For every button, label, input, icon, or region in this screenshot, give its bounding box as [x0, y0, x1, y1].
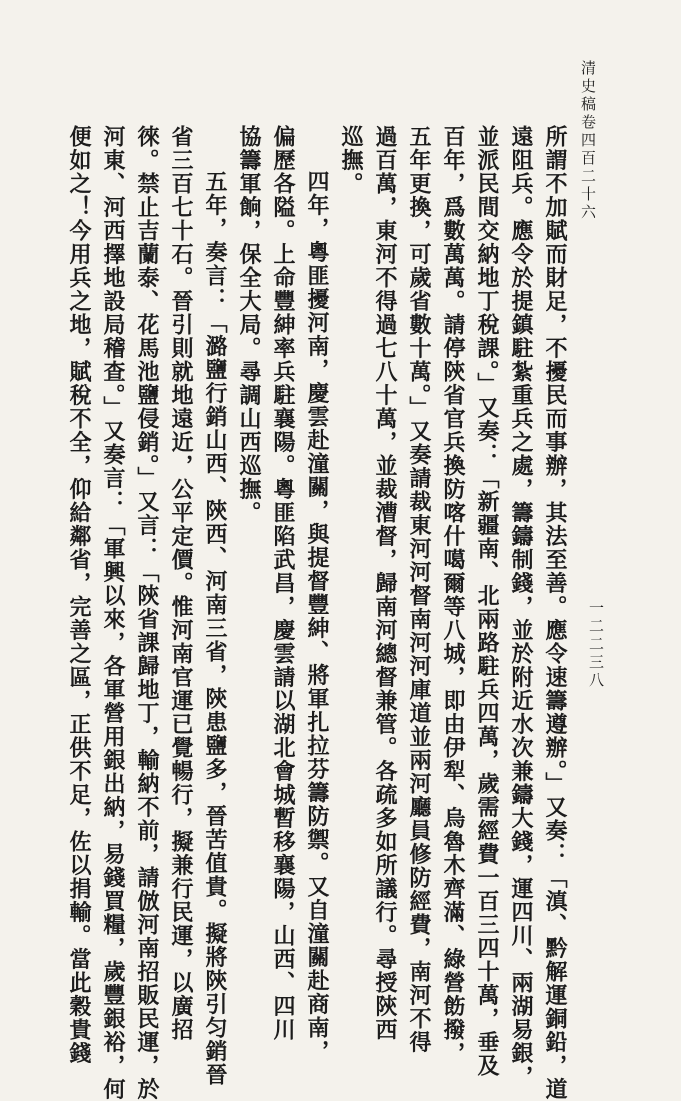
text-column: 並派民間交納地丁稅課。」又奏：「新疆南、北兩路駐兵四萬，歲需經費一百三四十萬，垂及 — [474, 125, 500, 1078]
text-column: 五年更換，可歲省數十萬。」又奏請裁東河河督南河河庫道並兩河廳員修防經費，南河不得 — [406, 125, 432, 1054]
text-column: 巡撫。 — [338, 125, 364, 196]
text-column: 百年，爲數萬萬。請停陝省官兵換防喀什噶爾等八城，即由伊犁、烏魯木齊滿、綠營飭撥， — [440, 125, 466, 1065]
text-column: 河東、河西擇地設局稽查。」又奏言：「軍興以來，各軍營用銀出納，易錢買糧，歲豐銀裕，何 — [100, 125, 126, 1101]
text-column: 遠阻兵。應令於提鎮駐紮重兵之處，籌鑄制錢，並於附近水次兼鑄大錢，運四川、兩湖易銀， — [508, 125, 534, 1089]
text-column: 所謂不加賦而財足，不擾民而事辦，其法至善。應令速籌遵辦。」又奏：「滇、黔解運銅鉛，道 — [542, 125, 568, 1101]
text-column: 五年，奏言：「潞鹽行銷山西、陝西、河南三省，陝患鹽多，晉苦值貴。擬將陝引匀銷晉 — [202, 170, 228, 1087]
text-column: 四年，粵匪擾河南，慶雲赴潼關，與提督豐紳、將軍扎拉芬籌防禦。又自潼關赴商南， — [304, 170, 330, 1063]
text-column: 省三百七十石。晉引則就地遠近，公平定價。惟河南官運已覺暢行，擬兼行民運，以廣招 — [168, 125, 194, 1042]
text-column: 過百萬，東河不得過七八十萬，並裁漕督，歸南河總督兼管。各疏多如所議行。尋授陝西 — [372, 125, 398, 1042]
text-column: 便如之！今用兵之地，賦稅不全，仰給鄰省，完善之區，正供不足，佐以捐輸。當此穀貴錢 — [66, 125, 92, 1065]
text-column: 偏歷各隘。上命豐紳率兵駐襄陽。粵匪陷武昌，慶雲請以湖北會城暫移襄陽，山西、四川 — [270, 125, 296, 1042]
text-column: 協籌軍餉，保全大局。尋調山西巡撫。 — [236, 125, 262, 525]
page-number: 一二二三八 — [587, 600, 605, 690]
chapter-title: 清史稿卷四百二十六 — [579, 60, 597, 222]
text-column: 徠。禁止吉蘭泰、花馬池鹽侵銷。」又言：「陝省課歸地丁，輸納不前，請倣河南招販民運，於 — [134, 125, 160, 1101]
